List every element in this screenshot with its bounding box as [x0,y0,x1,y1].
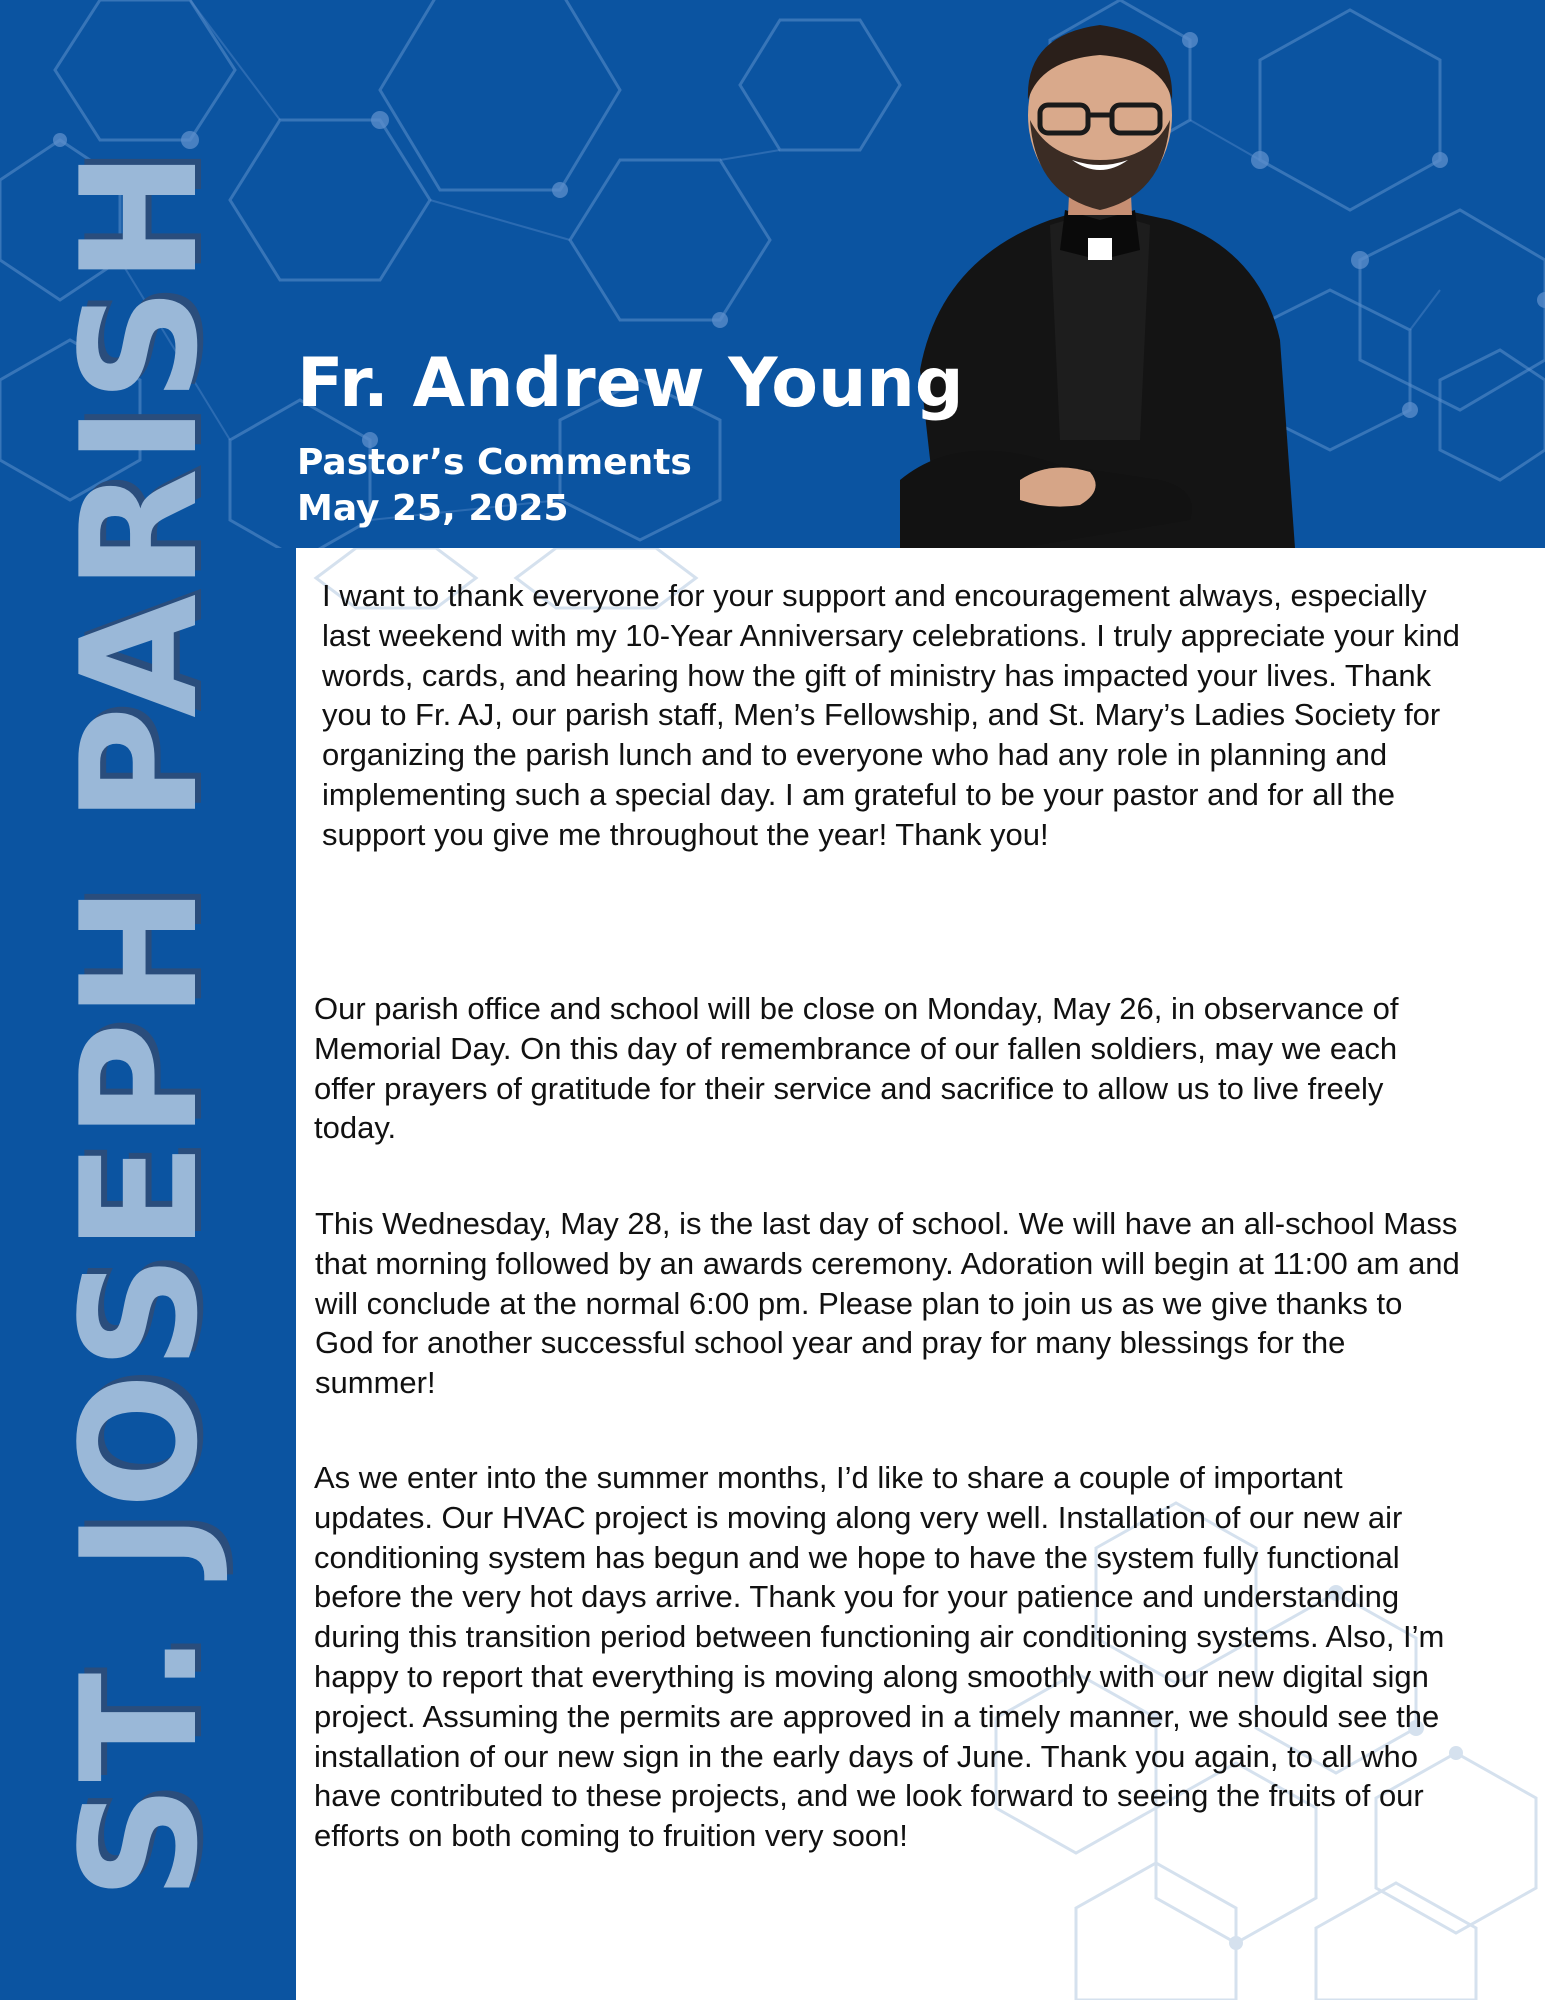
column-title: Pastor’s Comments [297,442,692,483]
header-block [297,344,964,532]
column-date: May 25, 2025 [297,488,569,529]
pastor-name: Fr. Andrew Young [297,344,964,423]
paragraph-last-day-of-school: This Wednesday, May 28, is the last day of school. We will have an all-school Mass that morning followed by an awards ceremony. Adoration will begin at 11:00 am and will conclude at the normal 6:00 pm. Please plan to join us as we give thanks to God for another successful school year and pray for many blessings for the summer! [315,1206,1460,1401]
paragraph-anniversary-thanks: I want to thank everyone for your support and encouragement always, especially last weekend with my 10-Year Anniversary celebrations. I truly appreciate your kind words, cards, and hearing how the gift of ministry has impacted your lives. Thank you to Fr. AJ, our parish staff, Men’s Fellowship, and St. Mary’s Ladies Society for organizing the parish lunch and to everyone who had any role in planning and implementing such a special day. I am grateful to be your pastor and for all the support you give me throughout the year! Thank you! [322,578,1460,852]
parish-name-vertical [46,147,233,1900]
parish-name: ST. JOSEPH PARISH [46,147,233,1900]
paragraph-memorial-day: Our parish office and school will be close on Monday, May 26, in observance of Memorial Day. On this day of remembrance of our fallen soldiers, may we each offer prayers of gratitude for their service and sacrifice to allow us to live freely today. [314,991,1399,1146]
article-body [296,548,1545,2000]
paragraph-summer-updates: As we enter into the summer months, I’d like to share a couple of important updates. Our HVAC project is moving along very well. Installation of our new air conditioning system has begun and we hope to have the system fully functional before the very hot days arrive. Thank you for your patience and understanding during this transition period between functioning air conditioning systems. Also, I’m happy to report that everything is moving along smoothly with our new digital sign project. Assuming the permits are approved in a timely manner, we should see the installation of our new sign in the early days of June. Thank you again, to all who have contributed to these projects, and we look forward to seeing the fruits of our efforts on both coming to fruition very soon! [314,1460,1445,1854]
